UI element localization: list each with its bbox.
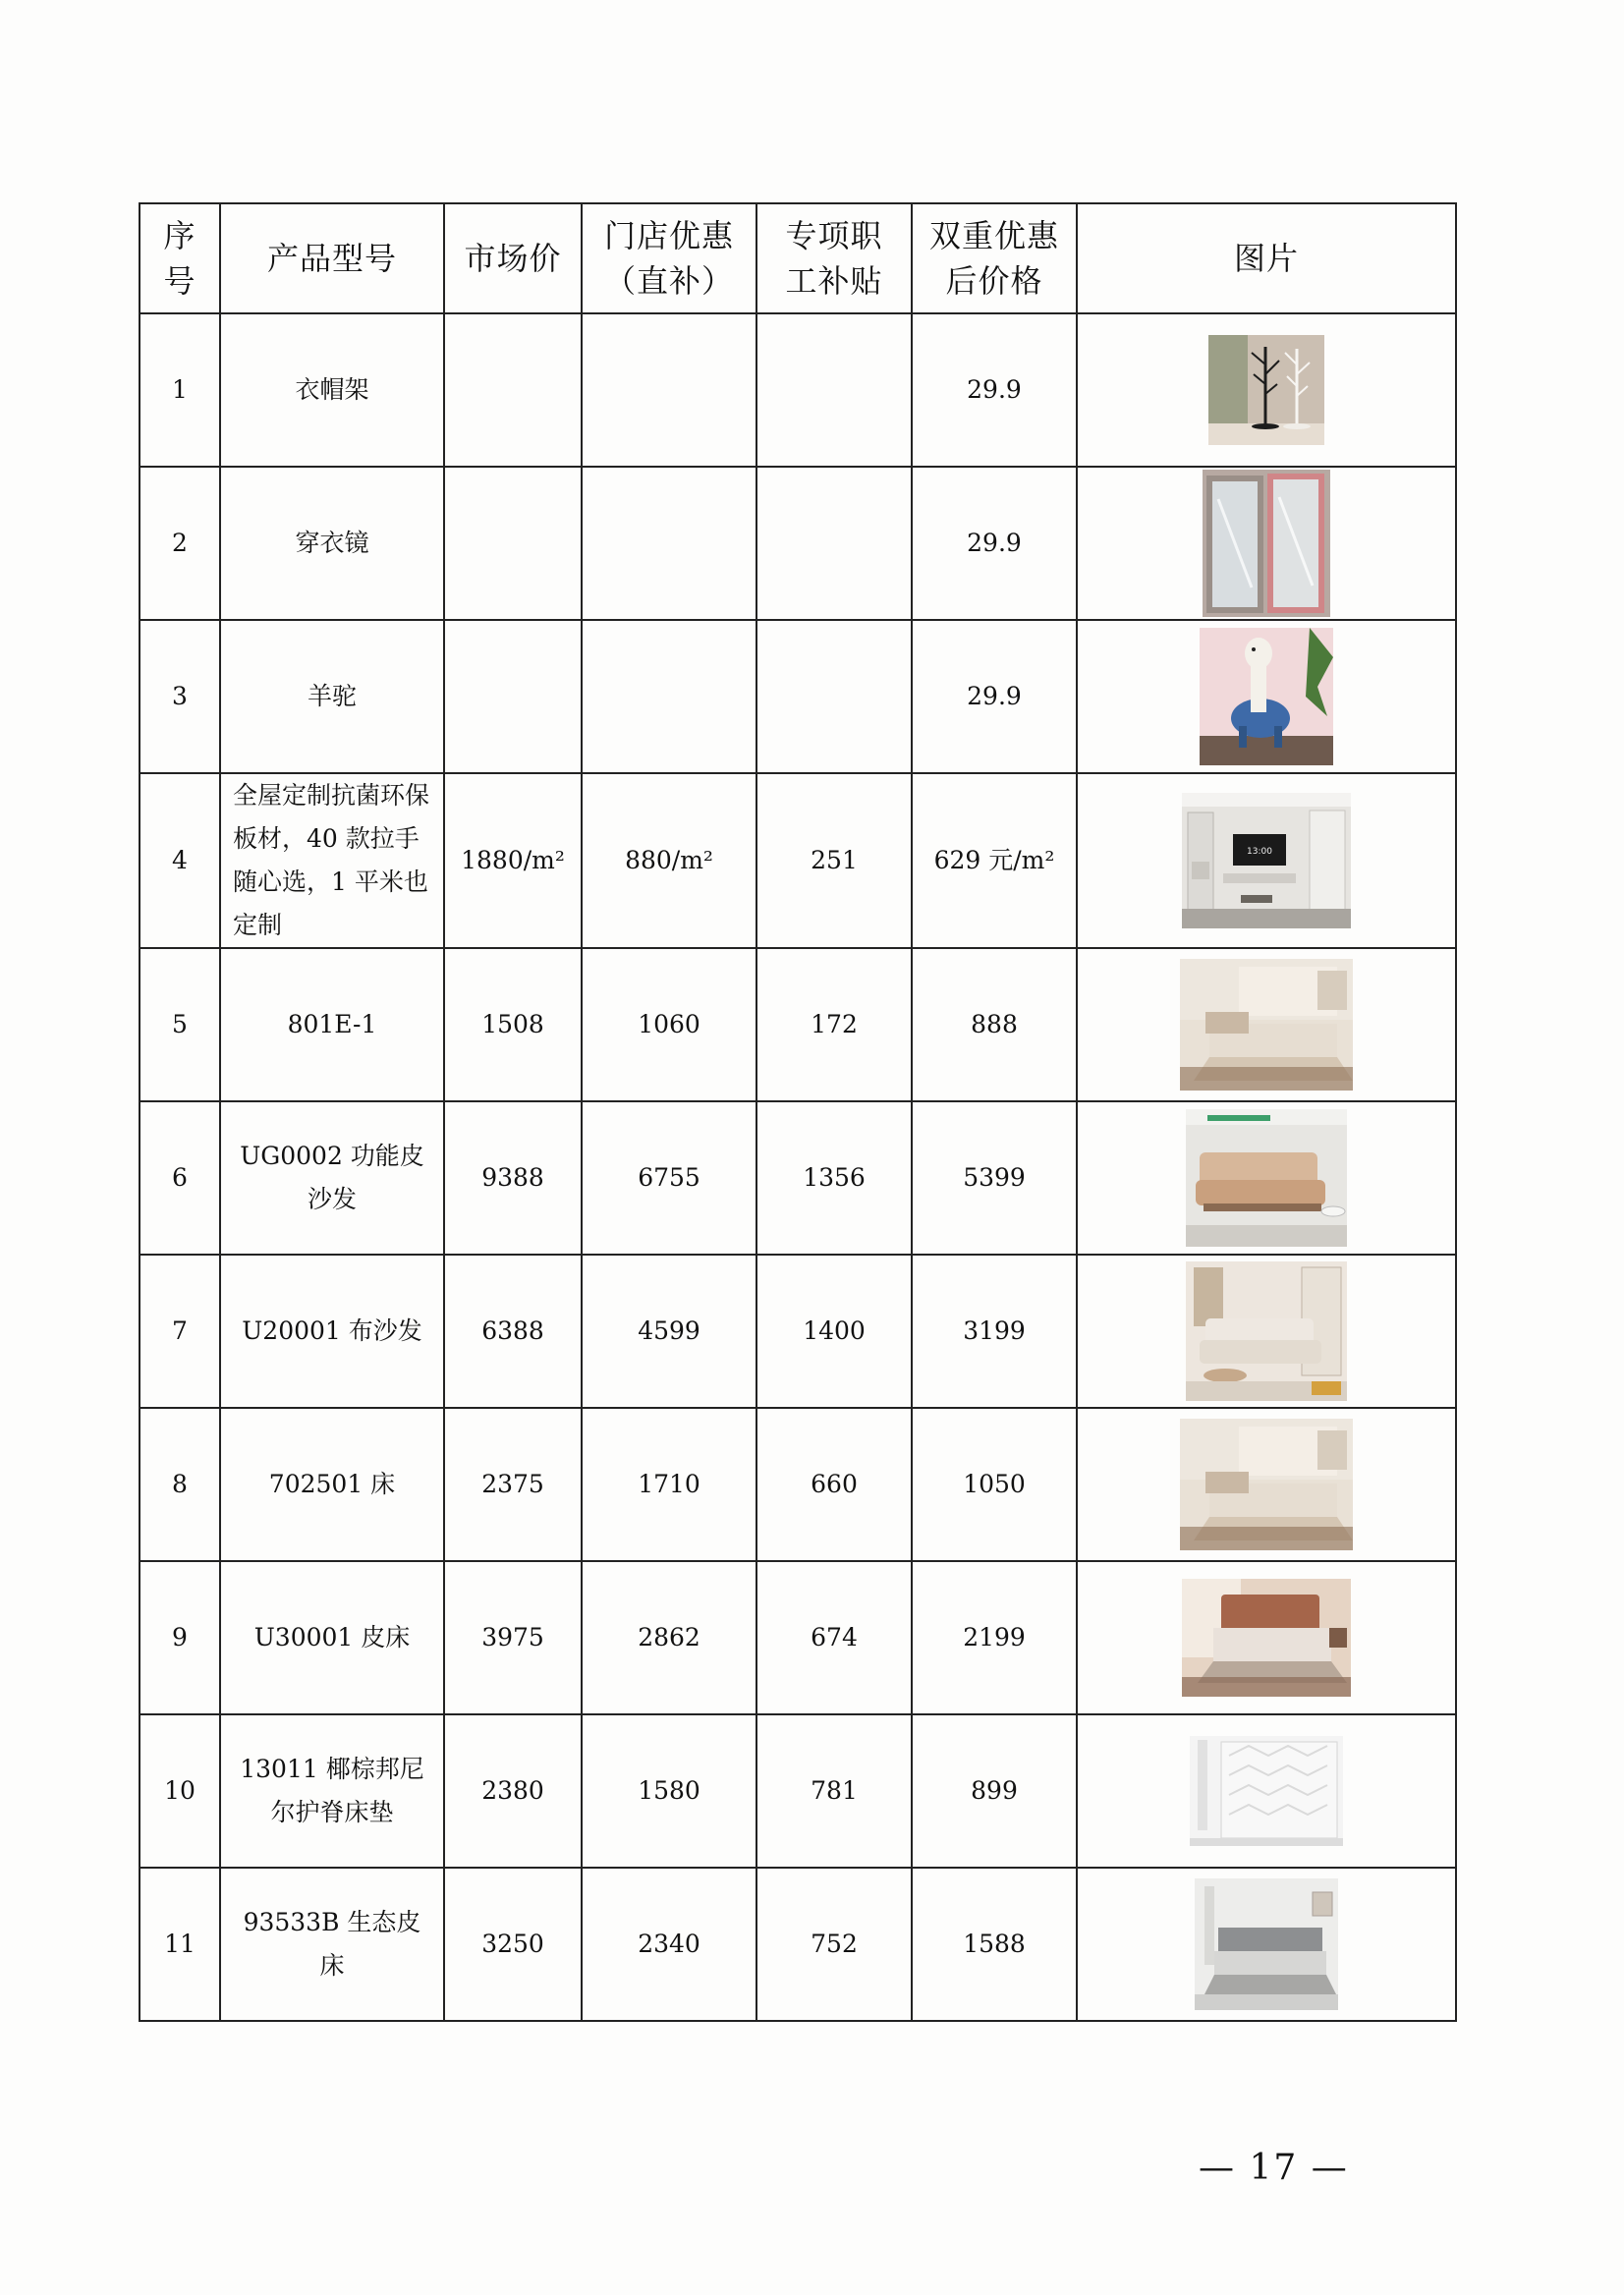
table-row [140, 620, 1456, 773]
table-row [140, 467, 1456, 620]
store-discount: 1060 [582, 948, 756, 1101]
table-row [140, 1714, 1456, 1868]
row-number: 9 [140, 1561, 220, 1714]
mirror-photo [1203, 470, 1330, 617]
product-image-cell [1077, 1561, 1456, 1714]
final-price: 629 元/m² [912, 773, 1077, 948]
product-model: 93533B 生态皮床 [220, 1868, 444, 2021]
header-model: 产品型号 [220, 203, 444, 313]
store-discount [582, 620, 756, 773]
final-price: 5399 [912, 1101, 1077, 1255]
header-store-discount: 门店优惠（直补） [582, 203, 756, 313]
product-model: 衣帽架 [220, 313, 444, 467]
table-row [140, 948, 1456, 1101]
table-row [140, 1101, 1456, 1255]
final-price: 29.9 [912, 467, 1077, 620]
employee-subsidy: 752 [756, 1868, 912, 2021]
final-price: 29.9 [912, 313, 1077, 467]
fabric-sofa-photo [1186, 1261, 1347, 1401]
store-discount: 2862 [582, 1561, 756, 1714]
header-image: 图片 [1077, 203, 1456, 313]
row-number: 10 [140, 1714, 220, 1868]
leather-sofa-photo [1186, 1109, 1347, 1247]
product-model: UG0002 功能皮沙发 [220, 1101, 444, 1255]
final-price: 3199 [912, 1255, 1077, 1408]
product-image-cell [1077, 1101, 1456, 1255]
market-price: 2380 [444, 1714, 582, 1868]
store-discount: 880/m² [582, 773, 756, 948]
header-seq: 序号 [140, 203, 220, 313]
market-price: 2375 [444, 1408, 582, 1561]
bed-photo [1180, 959, 1353, 1091]
bed-photo [1180, 1419, 1353, 1550]
row-number: 4 [140, 773, 220, 948]
employee-subsidy: 172 [756, 948, 912, 1101]
product-model: U30001 皮床 [220, 1561, 444, 1714]
header-subsidy: 专项职工补贴 [756, 203, 912, 313]
eco-leather-bed-photo [1195, 1878, 1338, 2010]
header-row [140, 203, 1456, 313]
row-number: 7 [140, 1255, 220, 1408]
store-discount: 1580 [582, 1714, 756, 1868]
product-model: U20001 布沙发 [220, 1255, 444, 1408]
store-discount [582, 467, 756, 620]
market-price: 3250 [444, 1868, 582, 2021]
final-price: 888 [912, 948, 1077, 1101]
product-image-cell [1077, 620, 1456, 773]
table-row [140, 773, 1456, 948]
table-row [140, 1868, 1456, 2021]
row-number: 8 [140, 1408, 220, 1561]
product-image-cell [1077, 1408, 1456, 1561]
employee-subsidy [756, 467, 912, 620]
row-number: 11 [140, 1868, 220, 2021]
final-price: 1050 [912, 1408, 1077, 1561]
product-image-cell [1077, 1255, 1456, 1408]
final-price: 1588 [912, 1868, 1077, 2021]
employee-subsidy [756, 313, 912, 467]
product-model: 全屋定制抗菌环保板材，40 款拉手随心选，1 平米也定制 [220, 773, 444, 948]
alpaca-photo [1200, 628, 1333, 765]
product-model: 13011 椰棕邦尼尔护脊床垫 [220, 1714, 444, 1868]
product-model: 702501 床 [220, 1408, 444, 1561]
employee-subsidy: 251 [756, 773, 912, 948]
market-price: 3975 [444, 1561, 582, 1714]
final-price: 2199 [912, 1561, 1077, 1714]
table-row [140, 1255, 1456, 1408]
employee-subsidy: 1400 [756, 1255, 912, 1408]
coat-rack-photo [1208, 335, 1324, 445]
employee-subsidy: 1356 [756, 1101, 912, 1255]
final-price: 899 [912, 1714, 1077, 1868]
table-row [140, 1408, 1456, 1561]
market-price [444, 467, 582, 620]
store-discount: 6755 [582, 1101, 756, 1255]
price-table [139, 202, 1457, 2022]
employee-subsidy: 674 [756, 1561, 912, 1714]
leather-bed-photo [1182, 1579, 1351, 1697]
product-image-cell [1077, 467, 1456, 620]
row-number: 1 [140, 313, 220, 467]
row-number: 3 [140, 620, 220, 773]
employee-subsidy: 781 [756, 1714, 912, 1868]
store-discount: 1710 [582, 1408, 756, 1561]
product-image-cell [1077, 948, 1456, 1101]
table-row [140, 1561, 1456, 1714]
market-price: 6388 [444, 1255, 582, 1408]
row-number: 2 [140, 467, 220, 620]
header-market-price: 市场价 [444, 203, 582, 313]
product-image-cell [1077, 1868, 1456, 2021]
final-price: 29.9 [912, 620, 1077, 773]
store-discount: 4599 [582, 1255, 756, 1408]
store-discount [582, 313, 756, 467]
mattress-photo [1190, 1736, 1343, 1846]
market-price: 1508 [444, 948, 582, 1101]
market-price [444, 620, 582, 773]
product-model: 801E-1 [220, 948, 444, 1101]
store-discount: 2340 [582, 1868, 756, 2021]
header-final-price: 双重优惠后价格 [912, 203, 1077, 313]
product-image-cell [1077, 313, 1456, 467]
employee-subsidy: 660 [756, 1408, 912, 1561]
row-number: 5 [140, 948, 220, 1101]
employee-subsidy [756, 620, 912, 773]
product-image-cell [1077, 1714, 1456, 1868]
custom-cabinet-photo [1182, 793, 1351, 928]
market-price: 1880/m² [444, 773, 582, 948]
table-row [140, 313, 1456, 467]
market-price: 9388 [444, 1101, 582, 1255]
product-image-cell [1077, 773, 1456, 948]
page-number: — 17 — [1199, 2148, 1349, 2188]
product-model: 羊驼 [220, 620, 444, 773]
market-price [444, 313, 582, 467]
svg-text:13:00: 13:00 [1247, 847, 1272, 857]
product-model: 穿衣镜 [220, 467, 444, 620]
row-number: 6 [140, 1101, 220, 1255]
